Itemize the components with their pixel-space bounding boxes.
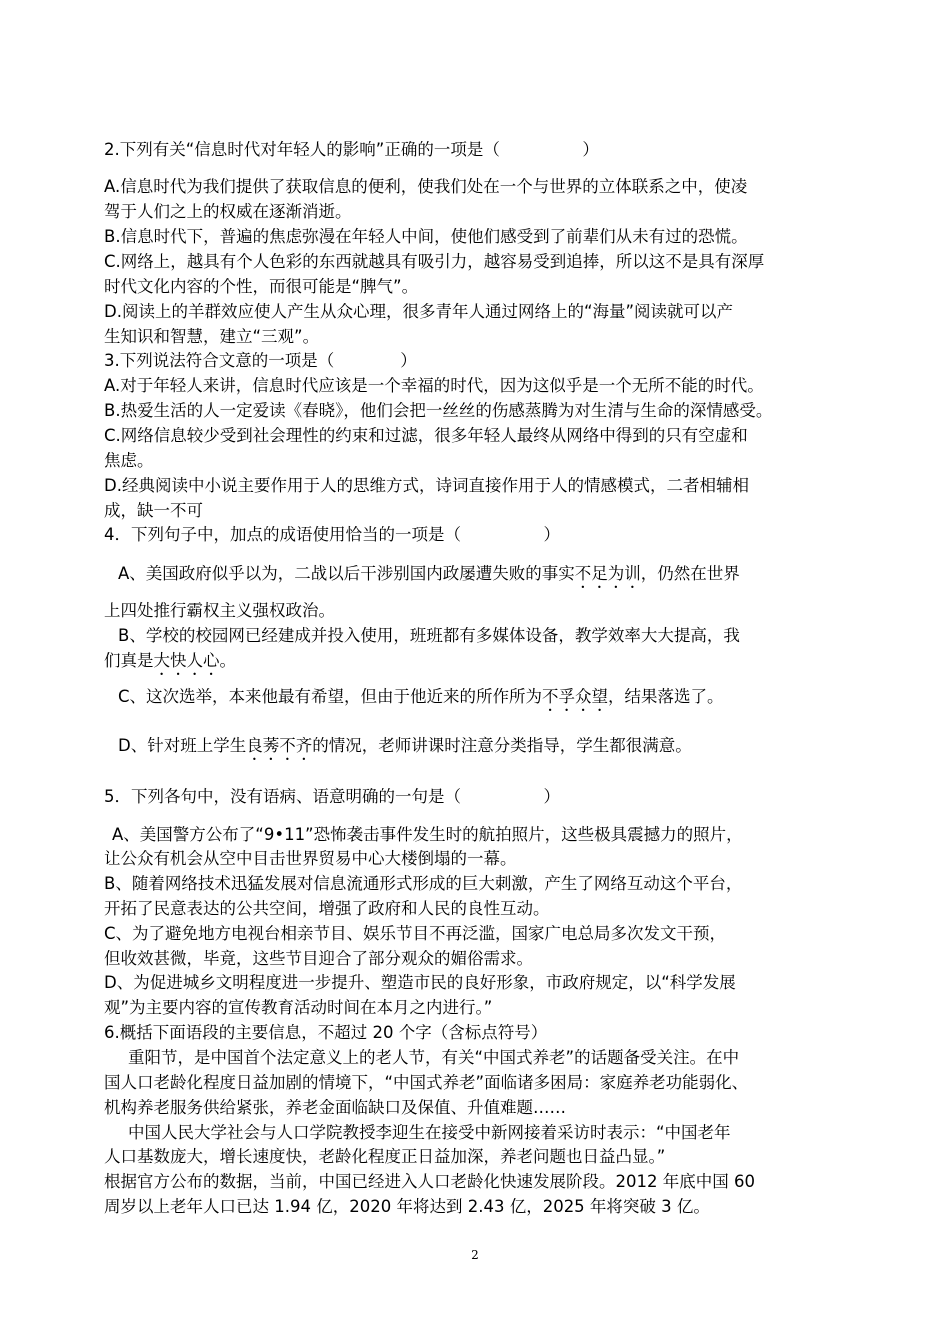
q5-option-d-line2: 观”为主要内容的宣传教育活动时间在本月之内进行。” [104, 998, 493, 1017]
q5-option-b-line1: B、随着网络技术迅猛发展对信息流通形式形成的巨大刺激，产生了网络互动这个平台， [104, 874, 743, 893]
q4-option-d-pre: D、针对班上学生 [118, 736, 247, 755]
q2-option-a-line2: 驾于人们之上的权威在逐渐消逝。 [104, 202, 352, 221]
q6-stem: 6.概括下面语段的主要信息，不超过 20 个字（含标点符号） [104, 1023, 548, 1042]
q4-option-d-post: 的情况，老师讲课时注意分类指导，学生都很满意。 [312, 736, 692, 755]
q4-option-d-idiom: 良莠不齐 [246, 736, 313, 755]
q6-para1-line1: 重阳节，是中国首个法定意义上的老人节，有关“中国式养老”的话题备受关注。在中 [128, 1048, 740, 1067]
q4-option-c-pre: C、这次选举，本来他最有希望，但由于他近来的所作所为 [118, 687, 543, 706]
q5-option-a-line1: A、美国警方公布了“9•11”恐怖袭击事件发生时的航拍照片，这些极具震撼力的照片， [112, 825, 743, 844]
q5-option-c-line1: C、为了避免地方电视台相亲节目、娱乐节目不再泛滥，国家广电总局多次发文干预， [104, 924, 727, 943]
q4-option-c-idiom: 不孚众望 [542, 687, 609, 706]
q6-para2-line2: 人口基数庞大，增长速度快，老龄化程度正日益加深，养老问题也日益凸显。” [104, 1147, 666, 1166]
q4-option-c-post: ，结果落选了。 [608, 687, 724, 706]
q2-option-d-line1: D.阅读上的羊群效应使人产生从众心理，很多青年人通过网络上的“海量”阅读就可以产 [104, 302, 734, 321]
q4-option-a-idiom: 不足为训 [574, 564, 641, 583]
q3-option-b: B.热爱生活的人一定爱读《春晓》，他们会把一丝丝的伤感蒸腾为对生清与生命的深情感受。 [104, 401, 773, 420]
q2-option-b: B.信息时代下，普遍的焦虑弥漫在年轻人中间，使他们感受到了前辈们从未有过的恐慌。 [104, 227, 748, 246]
q6-para1-line2: 国人口老龄化程度日益加剧的情境下，“中国式养老”面临诸多困局：家庭养老功能弱化、 [104, 1073, 749, 1092]
q5-option-d-line1: D、为促进城乡文明程度进一步提升、塑造市民的良好形象，市政府规定，以“科学发展 [104, 973, 736, 992]
q2-stem: 2.下列有关“信息时代对年轻人的影响”正确的一项是（ ） [104, 140, 599, 159]
q3-option-c-line1: C.网络信息较少受到社会理性的约束和过滤，很多年轻人最终从网络中得到的只有空虚和 [104, 426, 748, 445]
q2-option-a-line1: A.信息时代为我们提供了获取信息的便利，使我们处在一个与世界的立体联系之中，使凌 [104, 177, 748, 196]
q6-para3-line1: 根据官方公布的数据，当前，中国已经进入人口老龄化快速发展阶段。2012 年底中国 60 [104, 1172, 755, 1191]
q3-option-d-line2: 成，缺一不可 [104, 501, 203, 520]
q4-stem: 4．下列句子中，加点的成语使用恰当的一项是（ ） [104, 525, 560, 544]
q6-para3-line2: 周岁以上老年人口已达 1.94 亿，2020 年将达到 2.43 亿，2025 年将突破 3 亿。 [104, 1197, 710, 1216]
q3-stem: 3.下列说法符合文意的一项是（ ） [104, 351, 417, 370]
q3-option-d-line1: D.经典阅读中小说主要作用于人的思维方式，诗词直接作用于人的情感模式，二者相辅相 [104, 476, 749, 495]
q4-option-a-post: ，仍然在世界 [640, 564, 740, 583]
q4-option-b-line2 [104, 650, 236, 679]
q5-option-c-line2: 但收效甚微，毕竟，这些节目迎合了部分观众的媚俗需求。 [104, 949, 533, 968]
q2-option-c-line2: 时代文化内容的个性，而很可能是“脾气”。 [104, 277, 419, 296]
q4-option-b-idiom: 大快人心 [153, 651, 220, 670]
q5-stem: 5．下列各句中，没有语病、语意明确的一句是（ ） [104, 787, 560, 806]
q6-para2-line1: 中国人民大学社会与人口学院教授李迎生在接受中新网接着采访时表示：“中国老年 [128, 1123, 731, 1142]
q5-option-b-line2: 开拓了民意表达的公共空间，增强了政府和人民的良性互动。 [104, 899, 550, 918]
q5-option-a-line2: 让公众有机会从空中目击世界贸易中心大楼倒塌的一幕。 [104, 849, 517, 868]
q3-option-a: A.对于年轻人来讲，信息时代应该是一个幸福的时代，因为这似乎是一个无所不能的时代。 [104, 376, 764, 395]
q4-option-d [118, 735, 692, 764]
q4-option-a-line1 [118, 563, 740, 592]
q4-option-b-line1: B、学校的校园网已经建成并投入使用，班班都有多媒体设备，教学效率大大提高，我 [118, 626, 740, 645]
q4-option-c [118, 686, 724, 715]
q4-option-b-pre: 们真是 [104, 651, 154, 670]
q4-option-b-post: 。 [219, 651, 236, 670]
q6-para1-line3: 机构养老服务供给紧张，养老金面临缺口及保值、升值难题…… [104, 1098, 566, 1117]
q3-option-c-line2: 焦虑。 [104, 451, 154, 470]
q2-option-c-line1: C.网络上，越具有个人色彩的东西就越具有吸引力，越容易受到追捧，所以这不是具有深厚 [104, 252, 765, 271]
q4-option-a-line2: 上四处推行霸权主义强权政治。 [104, 601, 335, 620]
q4-option-a-pre: A、美国政府似乎以为，二战以后干涉别国内政屡遭失败的事实 [118, 564, 575, 583]
page-number: 2 [471, 1248, 479, 1262]
q2-option-d-line2: 生知识和智慧，建立“三观”。 [104, 327, 320, 346]
